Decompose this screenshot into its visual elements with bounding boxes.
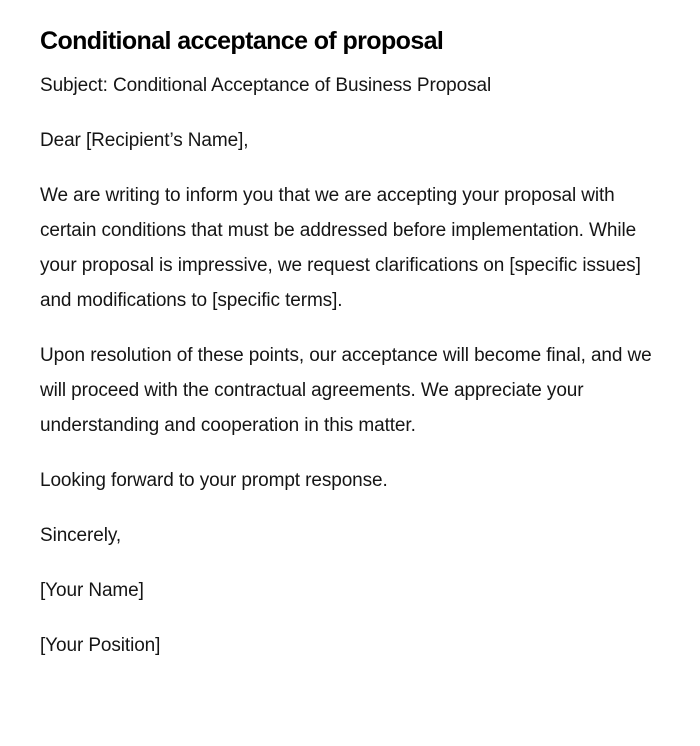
signature-name: [Your Name]: [40, 580, 144, 601]
document-title: Conditional acceptance of proposal: [40, 27, 444, 55]
subject-line: Subject: Conditional Acceptance of Business Proposal: [40, 75, 492, 96]
salutation: Dear [Recipient’s Name],: [40, 130, 249, 151]
body-paragraph-2: Upon resolution of these points, our acceptance will become final, and we will proceed with the contractual agreements. We appreciate your understanding and cooperation in this matter.: [40, 345, 652, 436]
body-paragraph-3: Looking forward to your prompt response.: [40, 470, 388, 491]
body-paragraph-1: We are writing to inform you that we are accepting your proposal with certain conditions that must be addressed before implementation. While your proposal is impressive, we request clarifications on [specific issues] and modifications to [specific terms].: [40, 185, 641, 311]
signature-position: [Your Position]: [40, 635, 161, 656]
closing: Sincerely,: [40, 525, 122, 546]
